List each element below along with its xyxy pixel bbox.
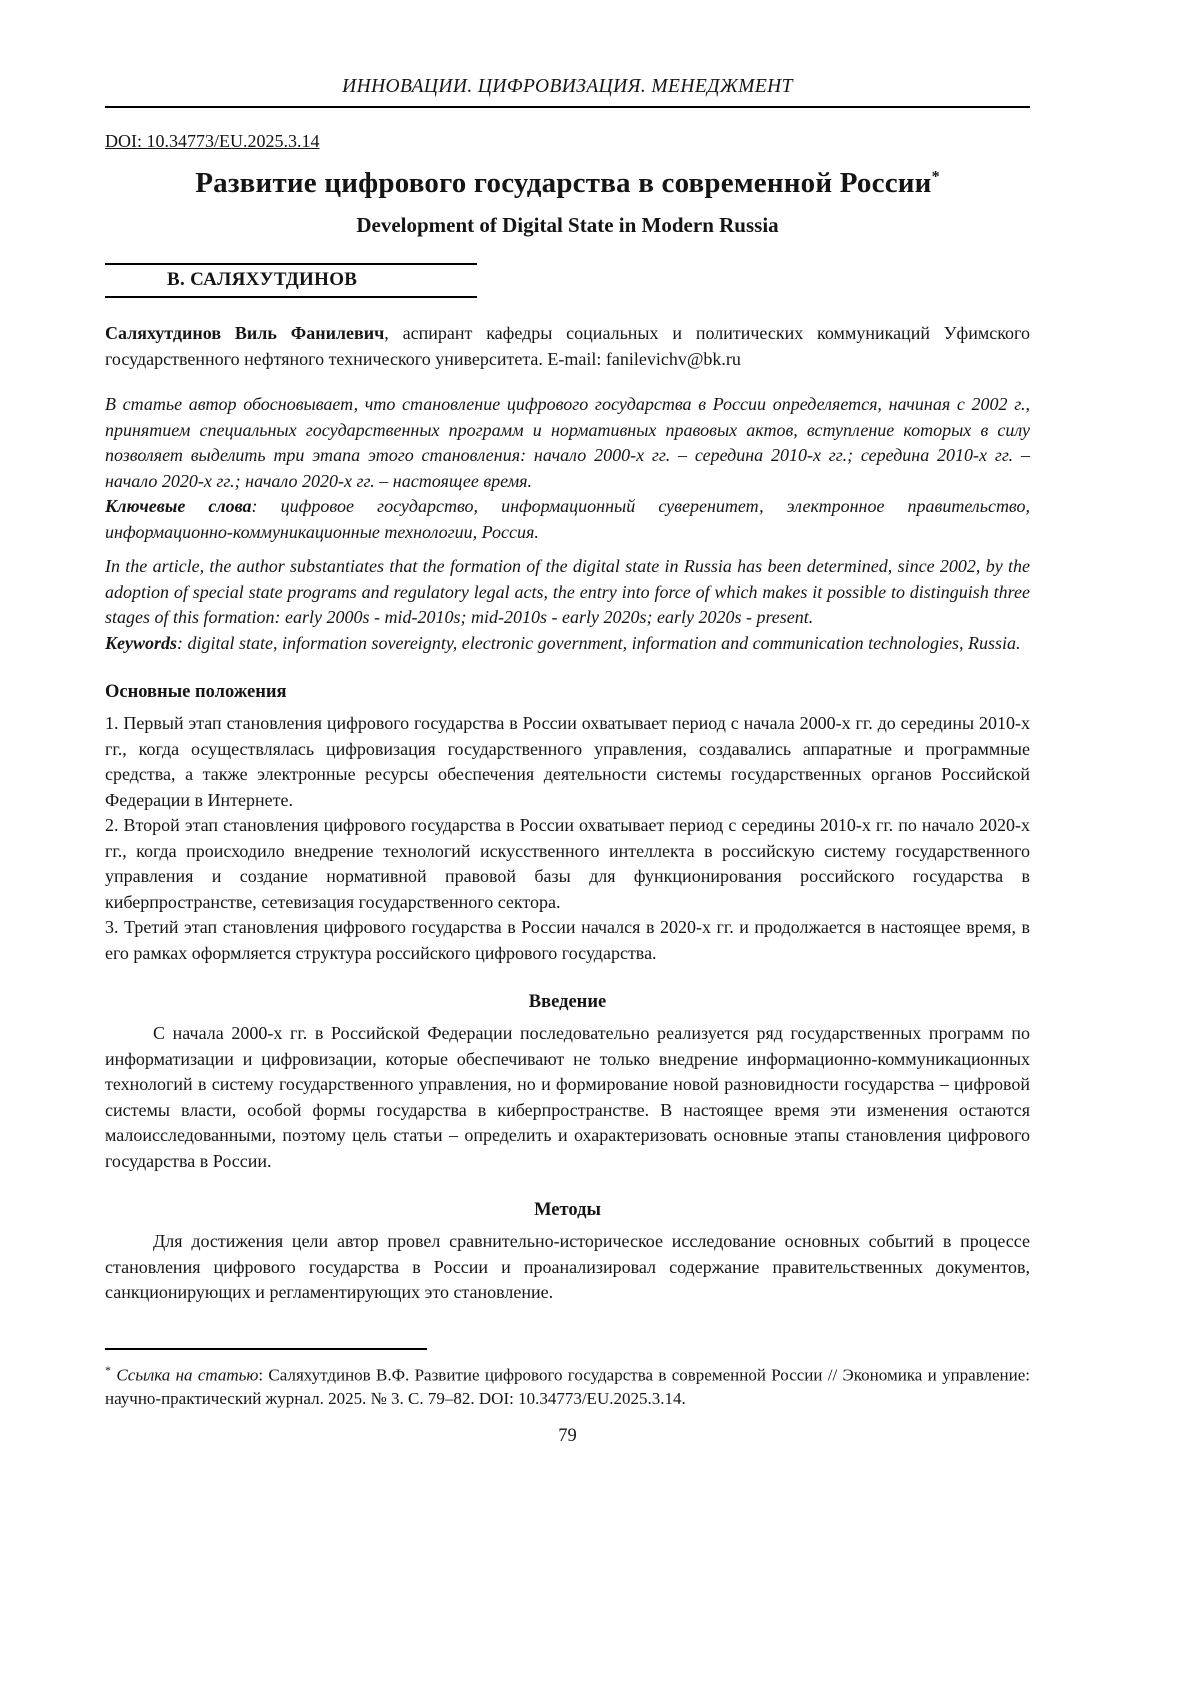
- keywords-ru-text: : цифровое государство, информационный суверенитет, электронное правительство, информационно-коммуникационные технологии, Россия.: [105, 496, 1031, 542]
- section-heading-key-points: Основные положения: [105, 682, 287, 702]
- keywords-en-label: Keywords: [105, 632, 177, 653]
- key-point-paragraph-3: 3. Третий этап становления цифрового государства в России начался в 2020-х гг. и продолжается в настоящее время, в его рамках оформляется структура российского цифрового государства.: [105, 917, 1030, 963]
- author-bio: [105, 321, 1030, 372]
- key-point-paragraph-1: 1. Первый этап становления цифрового государства в России охватывает период с начала 2000-х гг. до середины 2010-х гг., когда осуществлялась цифровизация государственного управления, создавались аппаратные и программные средства, а также электронные ресурсы обеспечения деятельности системы государственных органов Российской Федерации в Интернете.: [105, 713, 1030, 810]
- article-title-ru: [105, 167, 1030, 200]
- doi-link[interactable]: DOI: 10.34773/EU.2025.3.14: [105, 131, 320, 151]
- page-number: 79: [558, 1426, 577, 1447]
- title-footnote-mark: *: [931, 168, 940, 186]
- running-head-band: [105, 76, 1030, 108]
- footnote-mark: *: [105, 1362, 111, 1377]
- author-block: [105, 263, 477, 298]
- keywords-en: [105, 631, 1030, 657]
- running-head: ИННОВАЦИИ. ЦИФРОВИЗАЦИЯ. МЕНЕДЖМЕНТ: [342, 76, 793, 97]
- author-bio-rest: , аспирант кафедры социальных и политических коммуникаций Уфимского государственного нефтяного технического университета. E-mail: fanilevichv@bk.ru: [105, 323, 1030, 369]
- article-title-ru-text: Развитие цифрового государства в современной России: [195, 167, 932, 199]
- article-title-en: Development of Digital State in Modern Russia: [356, 213, 779, 237]
- section-heading-methods: Методы: [534, 1200, 601, 1220]
- methods-paragraph: Для достижения цели автор провел сравнительно-историческое исследование основных событий в процессе становления цифрового государства в России и проанализировал содержание правительственных документов, санкционирующих и регламентирующих это становление.: [105, 1231, 1030, 1302]
- footnote-label: Ссылка на статью: [116, 1365, 259, 1385]
- author-name: В. САЛЯХУТДИНОВ: [167, 269, 358, 290]
- keywords-en-text: : digital state, information sovereignty, electronic government, information and communication technologies, Russia.: [177, 632, 1021, 653]
- keywords-ru-label: Ключевые слова: [105, 496, 252, 516]
- keywords-ru: [105, 494, 1030, 545]
- footnote-text: [105, 1358, 1030, 1412]
- author-bio-name: Саляхутдинов Виль Фанилевич: [105, 323, 385, 343]
- footnote-divider: [105, 1348, 427, 1350]
- page-content: [105, 76, 1030, 1447]
- section-heading-introduction: Введение: [528, 992, 607, 1012]
- abstract-ru: В статье автор обосновывает, что становление цифрового государства в России определяется, начиная с 2002 г., принятием специальных государственных программ и нормативных правовых актов, вступление которых в силу позволяет выделить три этапа этого становления: начало 2000-х гг. – середина 2010-х гг.; середина 2010-х гг. – начало 2020-х гг.; начало 2020-х гг. – настоящее время.: [105, 394, 1030, 491]
- key-point-paragraph-2: 2. Второй этап становления цифрового государства в России охватывает период с середины 2010-х гг. по начало 2020-х гг., когда происходило внедрение технологий искусственного интеллекта в российскую систему государственного управления и создание нормативной правовой базы для функционирования российского государства в киберпространстве, сетевизация государственного сектора.: [105, 815, 1030, 912]
- footnote-body: : Саляхутдинов В.Ф. Развитие цифрового государства в современной России // Экономика и управление: научно-практический журнал. 2025. № 3. С. 79–82. DOI: 10.34773/EU.2025.3.14.: [105, 1365, 1031, 1409]
- footnote-block: [105, 1348, 1030, 1412]
- doi-row: [105, 131, 1030, 152]
- abstract-en: In the article, the author substantiates that the formation of the digital state in Russia has been determined, since 2002, by the adoption of special state programs and regulatory legal acts, the entry into force of which makes it possible to distinguish three stages of this formation: early 2000s - mid-2010s; mid-2010s - early 2020s; early 2020s - present.: [105, 556, 1030, 627]
- introduction-paragraph: С начала 2000-х гг. в Российской Федерации последовательно реализуется ряд государственных программ по информатизации и цифровизации, которые обеспечивают не только внедрение информационно-коммуникационных технологий в систему государственного управления, но и формирование новой разновидности государства – цифровой системы власти, особой формы государства в киберпространстве. В настоящее время эти изменения остаются малоисследованными, поэтому цель статьи – определить и охарактеризовать основные этапы становления цифрового государства в России.: [105, 1023, 1030, 1171]
